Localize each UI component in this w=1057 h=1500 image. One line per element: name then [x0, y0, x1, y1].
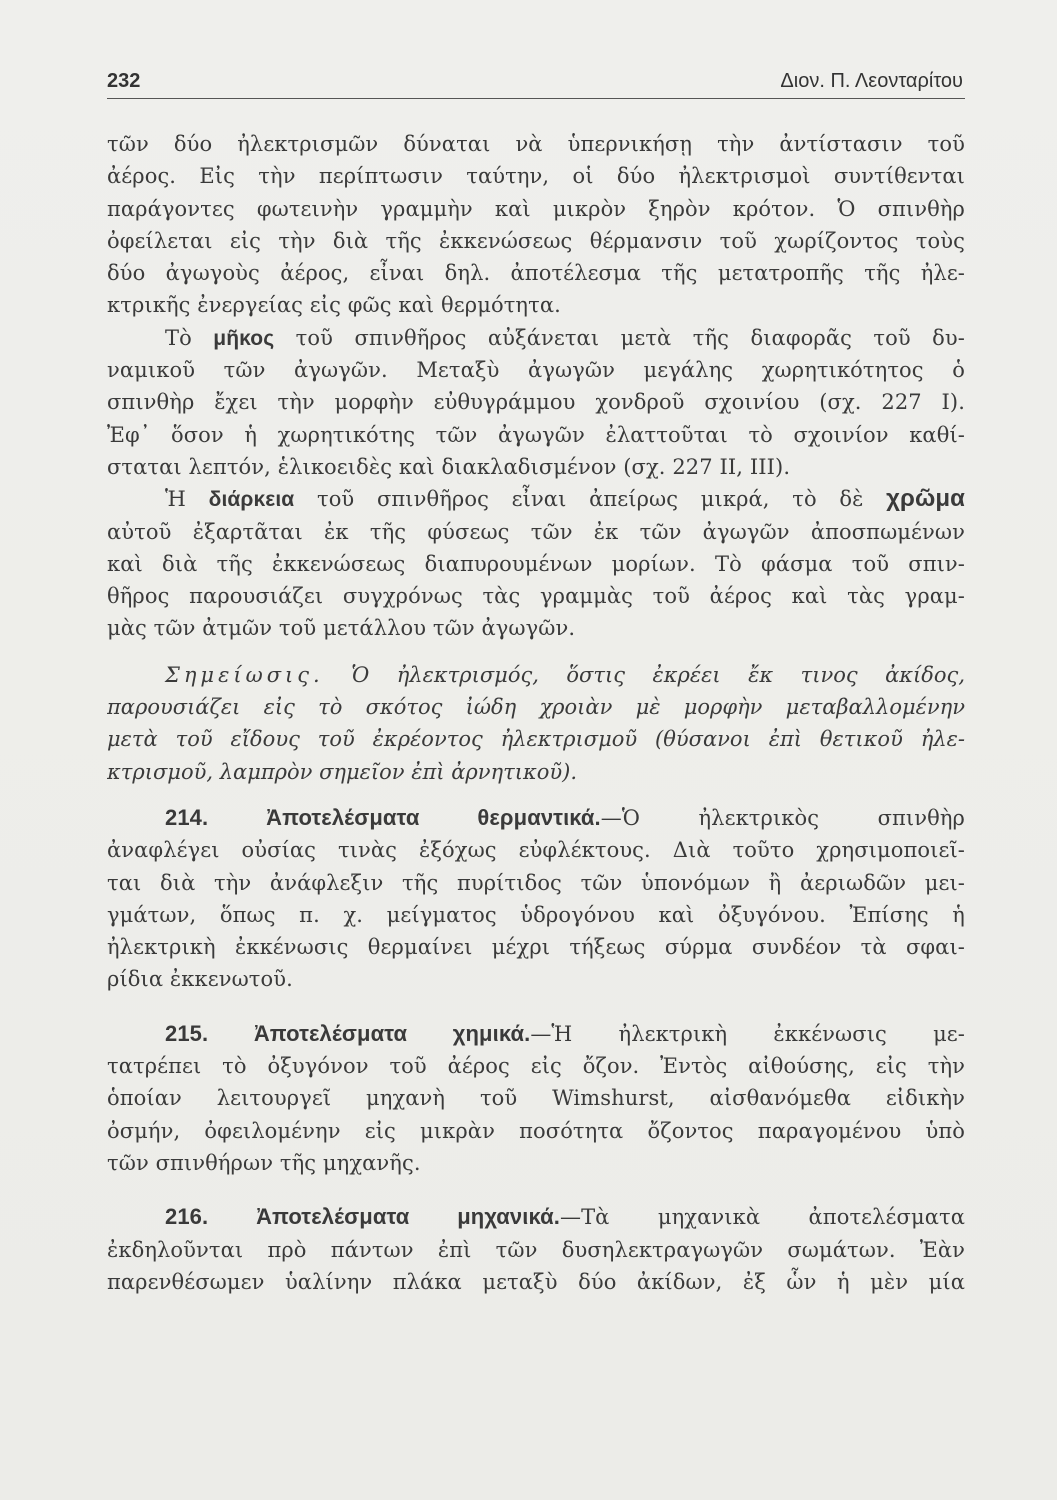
text-line: κτρικῆς ἐνεργείας εἰς φῶς καὶ θερμότητα. — [107, 293, 561, 318]
section-title: 214. Ἀποτελέσματα θερμαντικά. — [165, 804, 601, 830]
body-text — [107, 128, 965, 1298]
note-label: Σημείωσις. — [165, 662, 324, 687]
text-line: ἠλεκτρικὴ ἐκκένωσις θερμαίνει μέχρι τήξεως σύρμα συνδέον τὰ σφαι- — [107, 935, 965, 960]
text-line: ὀφείλεται εἰς τὴν διὰ τῆς ἐκκενώσεως θέρμανσιν τοῦ χωρίζοντος τοὺς — [107, 228, 965, 253]
text-line: ὁποίαν λειτουργεῖ μηχανὴ τοῦ Wimshurst, αἰσθανόμεθα εἰδικὴν — [107, 1086, 965, 1111]
page-number: 232 — [107, 70, 141, 92]
running-head: Διον. Π. Λεονταρίτου — [780, 70, 963, 92]
text-line: ἀναφλέγει οὐσίας τινὰς ἐξόχως εὐφλέκτους. Διὰ τοῦτο χρησιμοποιεῖ- — [107, 838, 965, 863]
text-line: καὶ διὰ τῆς ἐκκενώσεως διαπυρουμένων μορίων. Τὸ φάσμα τοῦ σπιν- — [107, 551, 965, 576]
section-title: 216. Ἀποτελέσματα μηχανικά. — [165, 1204, 560, 1230]
text-fragment: τοῦ σπινθῆρος αὐξάνεται μετὰ τῆς διαφορᾶς τοῦ δυ- — [274, 325, 965, 350]
text-line: αὐτοῦ ἐξαρτᾶται ἐκ τῆς φύσεως τῶν ἐκ τῶν ἀγωγῶν ἀποσπωμένων — [107, 519, 965, 544]
text-line — [107, 802, 965, 834]
text-line: τατρέπει τὸ ὀξυγόνον τοῦ ἀέρος εἰς ὄζον. Ἐντὸς αἰθούσης, εἰς τὴν — [107, 1054, 965, 1079]
spacer — [107, 1179, 965, 1201]
text-line: σταται λεπτόν, ἑλικοειδὲς καὶ διακλαδισμένον (σχ. 227 ΙΙ, ΙΙΙ). — [107, 454, 791, 479]
text-fragment: τοῦ σπινθῆρος εἶναι ἀπείρως μικρά, τὸ δὲ — [294, 487, 887, 512]
section-title: 215. Ἀποτελέσματα χημικά. — [165, 1020, 531, 1046]
text-fragment: Ἡ — [165, 487, 209, 512]
text-line: τῶν δύο ἠλεκτρισμῶν δύναται νὰ ὑπερνικήσῃ τὴν ἀντίστασιν τοῦ — [107, 132, 965, 156]
text-line: θῆρος παρουσιάζει συγχρόνως τὰς γραμμὰς τοῦ ἀέρος καὶ τὰς γραμ- — [107, 584, 965, 609]
text-line: σπινθὴρ ἔχει τὴν μορφὴν εὐθυγράμμου χονδροῦ σχοινίου (σχ. 227 Ι). — [107, 390, 965, 415]
text-line: ὀσμήν, ὀφειλομένην εἰς μικρὰν ποσότητα ὄζοντος παραγομένου ὑπὸ — [107, 1118, 965, 1143]
spacer — [107, 645, 965, 659]
paragraph-spark-cause — [107, 128, 965, 322]
text-fragment: Ὁ ἠλεκτρισμός, ὅστις ἐκρέει ἔκ τινος ἀκίδος, — [323, 662, 965, 687]
text-line: παράγοντες φωτεινὴν γραμμὴν καὶ μικρὸν ξηρὸν κρότον. Ὁ σπινθὴρ — [107, 196, 965, 221]
text-line: ται διὰ τὴν ἀνάφλεξιν τῆς πυρίτιδος τῶν ὑπονόμων ἢ ἀεριωδῶν μει- — [107, 870, 965, 895]
spacer — [107, 788, 965, 802]
text-fragment: —Ὁ ἠλεκτρικὸς σπινθὴρ — [600, 805, 965, 830]
text-line: μετὰ τοῦ εἴδους τοῦ ἐκρέοντος ἠλεκτρισμοῦ (θύσανοι ἐπὶ θετικοῦ ἠλε- — [107, 727, 965, 752]
text-line: παρουσιάζει εἰς τὸ σκότος ἰώδη χροιὰν μὲ μορφὴν μεταβαλλομένην — [107, 695, 965, 720]
text-line: τῶν σπινθήρων τῆς μηχανῆς. — [107, 1150, 421, 1175]
text-line — [107, 1201, 965, 1233]
paragraph-spark-length — [107, 322, 965, 483]
note-block — [107, 659, 965, 788]
term-color: χρῶμα — [886, 485, 965, 513]
section-215 — [107, 1018, 965, 1179]
text-line: κτρισμοῦ, λαμπρὸν σημεῖον ἐπὶ ἀρνητικοῦ). — [107, 759, 577, 784]
text-line: ἀέρος. Εἰς τὴν περίπτωσιν ταύτην, οἱ δύο ἠλεκτρισμοὶ συντίθενται — [107, 164, 965, 189]
text-line: Ἐφ᾽ ὅσον ἡ χωρητικότης τῶν ἀγωγῶν ἐλαττοῦται τὸ σχοινίον καθί- — [107, 422, 965, 447]
text-line: ἐκδηλοῦνται πρὸ πάντων ἐπὶ τῶν δυσηλεκτραγωγῶν σωμάτων. Ἐὰν — [107, 1237, 965, 1262]
text-line: γμάτων, ὅπως π. χ. μείγματος ὑδρογόνου καὶ ὀξυγόνου. Ἐπίσης ἡ — [107, 902, 965, 927]
text-line: μὰς τῶν ἀτμῶν τοῦ μετάλλου τῶν ἀγωγῶν. — [107, 616, 576, 641]
text-fragment: —Ἡ ἠλεκτρικὴ ἐκκένωσις με- — [530, 1021, 965, 1046]
term-duration: διάρκεια — [208, 488, 295, 512]
text-line — [107, 483, 965, 515]
text-line: ναμικοῦ τῶν ἀγωγῶν. Μεταξὺ ἀγωγῶν μεγάλης χωρητικότητος ὁ — [107, 358, 965, 383]
text-line: ρίδια ἐκκενωτοῦ. — [107, 967, 293, 992]
text-line: δύο ἀγωγοὺς ἀέρος, εἶναι δηλ. ἀποτέλεσμα τῆς μετατροπῆς τῆς ἠλε- — [107, 261, 965, 286]
section-216 — [107, 1201, 965, 1298]
spacer — [107, 996, 965, 1018]
paragraph-spark-duration — [107, 483, 965, 644]
term-length: μῆκος — [213, 326, 275, 350]
section-214 — [107, 802, 965, 996]
text-fragment: Τὸ — [165, 325, 214, 350]
text-line — [107, 322, 965, 354]
text-line: παρενθέσωμεν ὑαλίνην πλάκα μεταξὺ δύο ἀκίδων, ἐξ ὧν ἡ μὲν μία — [107, 1269, 965, 1294]
text-line — [107, 1018, 965, 1050]
text-fragment: —Τὰ μηχανικὰ ἀποτελέσματα — [559, 1205, 965, 1230]
text-line — [107, 659, 965, 691]
page-header — [107, 70, 965, 99]
